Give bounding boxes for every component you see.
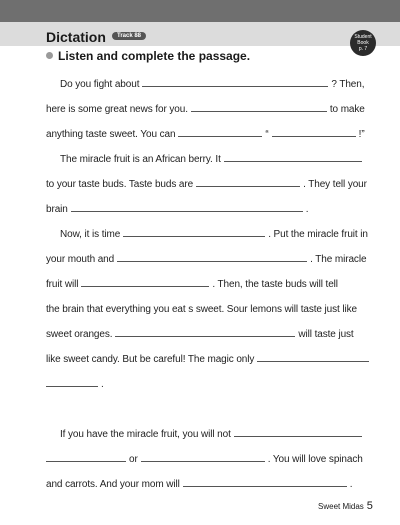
- top-bar: [0, 0, 400, 22]
- passage-line: [46, 172, 372, 197]
- passage-text: . Put the miracle fruit in: [268, 229, 368, 240]
- answer-blank[interactable]: [224, 151, 362, 162]
- passage-text: . You will love spinach: [267, 454, 363, 465]
- passage-text: anything taste sweet. You can: [46, 129, 176, 140]
- passage-line: [46, 297, 372, 322]
- student-book-badge: [350, 30, 376, 56]
- passage-text: or: [129, 454, 138, 465]
- passage-line: [46, 422, 372, 447]
- passage-line: [46, 272, 372, 297]
- passage-text: If you have the miracle fruit, you will not: [60, 429, 231, 440]
- passage-text: Do you fight about: [60, 79, 140, 90]
- section-title: Dictation: [46, 29, 106, 45]
- passage-line: [46, 197, 372, 222]
- answer-blank[interactable]: [71, 201, 303, 212]
- passage-text: here is some great news for you.: [46, 104, 188, 115]
- passage-text: ? Then,: [331, 79, 365, 90]
- passage-text: will taste just: [298, 329, 354, 340]
- answer-blank[interactable]: [46, 451, 126, 462]
- passage-line: [46, 247, 372, 272]
- passage-text: to your taste buds. Taste buds are: [46, 179, 194, 190]
- passage-line: [46, 122, 372, 147]
- passage-text: sweet oranges.: [46, 329, 113, 340]
- passage-text: Now, it is time: [60, 229, 121, 240]
- answer-blank[interactable]: [234, 426, 362, 437]
- answer-blank[interactable]: [46, 376, 98, 387]
- student-book-line3: p. 7: [358, 46, 368, 52]
- passage-line: [46, 322, 372, 347]
- passage-line: [46, 97, 372, 122]
- answer-blank[interactable]: [196, 176, 300, 187]
- paragraph-gap: [46, 397, 372, 422]
- passage-text: your mouth and: [46, 254, 115, 265]
- passage-text: .: [101, 379, 104, 390]
- passage-text: . The miracle: [310, 254, 367, 265]
- passage-line: [46, 472, 372, 497]
- passage-text: and carrots. And your mom will: [46, 479, 180, 490]
- passage-text: .: [349, 479, 353, 490]
- student-book-line1: Student: [354, 34, 372, 40]
- passage: [46, 72, 372, 497]
- page-number: 5: [366, 500, 373, 512]
- passage-text: !”: [358, 129, 365, 140]
- answer-blank[interactable]: [141, 451, 265, 462]
- passage-text: brain: [46, 204, 68, 215]
- answer-blank[interactable]: [191, 101, 327, 112]
- passage-line: [46, 347, 372, 372]
- passage-text: The miracle fruit is an African berry. It: [60, 154, 221, 165]
- answer-blank[interactable]: [142, 76, 328, 87]
- track-badge: Track 88: [112, 32, 146, 40]
- passage-line: [46, 72, 372, 97]
- passage-line: [46, 447, 372, 472]
- passage-text: the brain that everything you eat s sweet. Sour lemons will taste just like: [46, 304, 357, 315]
- passage-text: fruit will: [46, 279, 79, 290]
- passage-text: to make: [329, 104, 365, 115]
- book-title: Sweet Midas: [318, 502, 364, 511]
- answer-blank[interactable]: [123, 226, 265, 237]
- passage-text: . They tell your: [303, 179, 367, 190]
- passage-text: . Then, the taste buds will tell: [212, 279, 338, 290]
- passage-text: like sweet candy. But be careful! The magic only: [46, 354, 255, 365]
- passage-line: [46, 222, 372, 247]
- passage-line: [46, 372, 372, 397]
- instruction-text: Listen and complete the passage.: [58, 49, 251, 63]
- answer-blank[interactable]: [183, 476, 347, 487]
- student-book-line2: Book: [357, 40, 369, 46]
- answer-blank[interactable]: [257, 351, 369, 362]
- answer-blank[interactable]: [117, 251, 307, 262]
- instruction: [46, 49, 250, 63]
- answer-blank[interactable]: [272, 126, 356, 137]
- passage-text: “: [265, 129, 269, 140]
- answer-blank[interactable]: [115, 326, 295, 337]
- bullet-icon: [46, 52, 53, 59]
- passage-text: .: [305, 204, 309, 215]
- answer-blank[interactable]: [81, 276, 209, 287]
- answer-blank[interactable]: [178, 126, 262, 137]
- passage-line: [46, 147, 372, 172]
- page-footer: [318, 500, 373, 512]
